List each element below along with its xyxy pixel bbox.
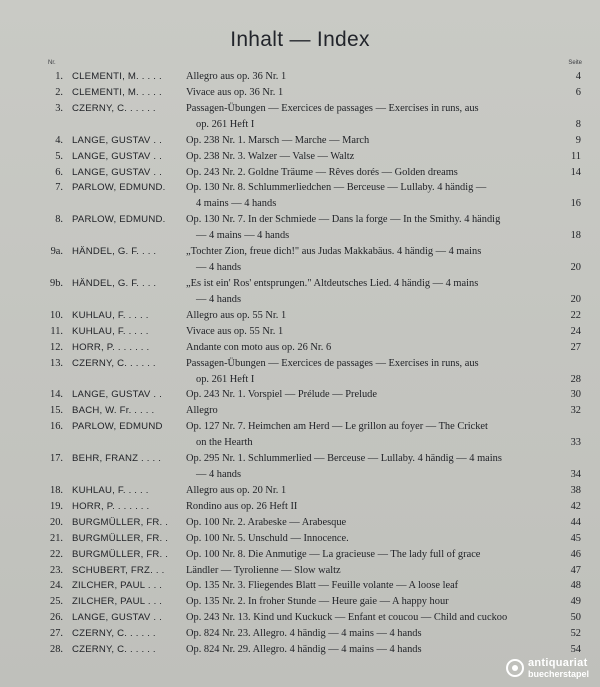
entry-composer: LANGE, GUSTAV . . [72, 389, 162, 401]
entry-composer: ZILCHER, PAUL . . . [72, 580, 163, 592]
entry-number: 16. [50, 421, 63, 433]
entry-description: „Es ist ein' Ros' entsprungen." Altdeutsches Lied. 4 händig — 4 mains [186, 278, 479, 289]
entry-composer: HORR, P. . . . . . . [72, 500, 150, 512]
entry-description: Op. 238 Nr. 1. Marsch — Marche — March [186, 134, 370, 146]
entry-composer: LANGE, GUSTAV . . [72, 134, 162, 146]
entry-number: 20. [50, 516, 63, 528]
entry-page: 18 [570, 230, 581, 242]
entry-number: 26. [50, 612, 63, 624]
entry-composer: HORR, P. . . . . . . [72, 341, 150, 353]
index-row [0, 372, 600, 387]
entry-page: 54 [570, 644, 581, 656]
index-row [0, 435, 600, 450]
index-row [0, 419, 600, 434]
entry-number: 1. [55, 71, 63, 82]
entry-number: 13. [50, 357, 63, 369]
entry-number: 21. [50, 532, 63, 544]
entry-number: 6. [55, 166, 63, 178]
index-row [0, 69, 600, 84]
entry-description: Allegro aus op. 20 Nr. 1 [186, 484, 287, 496]
entry-composer: LANGE, GUSTAV . . [72, 612, 162, 624]
index-row [0, 403, 600, 418]
entry-composer: SCHUBERT, FRZ. . . [72, 564, 165, 576]
entry-composer: KUHLAU, F. . . . . [72, 309, 149, 321]
entry-page: 33 [570, 437, 581, 449]
entry-page: 20 [570, 293, 581, 305]
entry-composer: LANGE, GUSTAV . . [72, 166, 162, 178]
index-row [0, 642, 600, 657]
entry-composer: CZERNY, C. . . . . . [72, 644, 156, 656]
entry-description: Op. 135 Nr. 3. Fliegendes Blatt — Feuille volante — A loose leaf [186, 580, 459, 592]
entry-number: 9a. [50, 246, 63, 258]
entry-page: 24 [570, 325, 581, 337]
entry-description: Passagen-Übungen — Exercices de passages — Exercises in runs, aus [186, 357, 479, 369]
entry-composer: KUHLAU, F. . . . . [72, 484, 149, 496]
entry-description: — 4 hands [196, 262, 242, 273]
entry-page: 50 [570, 612, 581, 624]
entry-description: Op. 824 Nr. 23. Allegro. 4 händig — 4 mains — 4 hands [186, 628, 422, 640]
entry-page: 52 [570, 628, 581, 640]
entry-number: 17. [50, 453, 63, 465]
entry-page: 42 [570, 500, 581, 512]
entry-page: 9 [575, 134, 581, 146]
index-row [0, 260, 600, 275]
index-row [0, 324, 600, 339]
entry-description: Op. 243 Nr. 1. Vorspiel — Prélude — Prelude [186, 389, 377, 401]
entry-page: 6 [575, 86, 581, 98]
entry-page: 30 [570, 389, 581, 401]
index-row [0, 340, 600, 355]
entry-composer: BURGMÜLLER, FR. . [72, 516, 169, 528]
entry-description: op. 261 Heft I [196, 373, 255, 385]
entry-page: 11 [570, 150, 581, 162]
entry-page: 46 [570, 548, 581, 560]
watermark-logo-icon [506, 659, 524, 677]
entry-description: „Tochter Zion, freue dich!" aus Judas Makkabäus. 4 händig — 4 mains [186, 246, 482, 258]
index-row [0, 212, 600, 227]
index-row [0, 180, 600, 195]
entry-number: 4. [55, 134, 63, 146]
entry-number: 5. [55, 150, 63, 162]
entry-number: 24. [50, 580, 63, 592]
entry-composer: CLEMENTI, M. . . . . [72, 86, 162, 98]
entry-number: 27. [50, 628, 63, 640]
entry-composer: HÄNDEL, G. F. . . . [72, 246, 157, 258]
index-row [0, 117, 600, 132]
entry-page: 44 [570, 516, 581, 528]
entry-description: Op. 238 Nr. 3. Walzer — Valse — Waltz [186, 150, 355, 162]
entry-composer: HÄNDEL, G. F. . . . [72, 278, 157, 289]
entry-number: 28. [50, 644, 63, 656]
entry-description: Op. 295 Nr. 1. Schlummerlied — Berceuse — Lullaby. 4 händig — 4 mains [186, 453, 502, 465]
entry-page: 14 [570, 166, 581, 178]
index-row [0, 610, 600, 625]
entry-composer: LANGE, GUSTAV . . [72, 150, 162, 162]
entry-page: 16 [570, 198, 581, 210]
index-row [0, 499, 600, 514]
entry-number: 22. [50, 548, 63, 560]
entry-description: — 4 hands [196, 469, 242, 480]
index-row [0, 165, 600, 180]
entry-composer: BURGMÜLLER, FR. . [72, 532, 169, 544]
entry-description: Op. 127 Nr. 7. Heimchen am Herd — Le grillon au foyer — The Cricket [186, 421, 488, 433]
index-row [0, 85, 600, 100]
entry-description: Andante con moto aus op. 26 Nr. 6 [186, 341, 332, 353]
entry-description: Op. 130 Nr. 7. In der Schmiede — Dans la forge — In the Smithy. 4 händig [186, 214, 501, 226]
index-row [0, 483, 600, 498]
watermark-line-1: antiquariat [528, 657, 588, 669]
entry-page: 27 [570, 341, 581, 353]
entry-composer: BURGMÜLLER, FR. . [72, 548, 169, 560]
entry-page: 45 [570, 532, 581, 544]
entry-page: 22 [570, 309, 581, 321]
entry-description: 4 mains — 4 hands [196, 198, 277, 210]
entry-number: 18. [50, 484, 63, 496]
entry-description: Op. 243 Nr. 2. Goldne Träume — Rêves dorés — Golden dreams [186, 166, 458, 178]
entry-composer: KUHLAU, F. . . . . [72, 325, 149, 337]
entry-number: 9b. [50, 278, 63, 289]
entry-composer: PARLOW, EDMUND [72, 421, 163, 433]
entry-number: 25. [50, 596, 63, 608]
entry-description: Allegro aus op. 36 Nr. 1 [186, 71, 287, 82]
entry-description: Op. 100 Nr. 2. Arabeske — Arabesque [186, 516, 347, 528]
entry-number: 10. [50, 309, 63, 321]
index-row [0, 149, 600, 164]
column-header-seite: Seite [568, 60, 582, 66]
entry-page: 4 [575, 71, 581, 82]
entry-composer: CZERNY, C. . . . . . [72, 628, 156, 640]
entry-description: — 4 mains — 4 hands [196, 230, 290, 242]
entry-description: Vivace aus op. 55 Nr. 1 [186, 325, 284, 337]
entry-composer: CZERNY, C. . . . . . [72, 357, 156, 369]
index-row [0, 356, 600, 371]
index-row [0, 101, 600, 116]
index-row [0, 531, 600, 546]
entry-composer: CZERNY, C. . . . . . [72, 102, 156, 114]
entry-description: Op. 824 Nr. 29. Allegro. 4 händig — 4 mains — 4 hands [186, 644, 422, 656]
entry-page: 48 [570, 580, 581, 592]
entry-number: 11. [50, 325, 63, 337]
entry-composer: CLEMENTI, M. . . . . [72, 71, 162, 82]
entry-description: op. 261 Heft I [196, 118, 255, 130]
entry-description: Op. 100 Nr. 5. Unschuld — Innocence. [186, 532, 349, 544]
entry-page: 34 [570, 469, 581, 480]
entry-description: Allegro aus op. 55 Nr. 1 [186, 309, 287, 321]
entry-composer: PARLOW, EDMUND. [72, 182, 166, 194]
index-row [0, 578, 600, 593]
entry-number: 2. [55, 86, 63, 98]
entry-description: Op. 135 Nr. 2. In froher Stunde — Heure gaie — A happy hour [186, 596, 449, 608]
index-row [0, 196, 600, 211]
entry-page: 20 [570, 262, 581, 273]
entry-page: 49 [570, 596, 581, 608]
entry-description: — 4 hands [196, 293, 242, 305]
index-row [0, 276, 600, 291]
entry-number: 3. [55, 102, 63, 114]
entry-description: Passagen-Übungen — Exercices de passages — Exercises in runs, aus [186, 102, 479, 114]
index-row [0, 244, 600, 259]
entry-number: 12. [50, 341, 63, 353]
index-row [0, 387, 600, 402]
entry-description: on the Hearth [196, 437, 253, 449]
entry-composer: BACH, W. Fr. . . . . [72, 405, 155, 417]
entry-description: Allegro [186, 405, 218, 417]
entry-number: 8. [55, 214, 63, 226]
entry-description: Op. 130 Nr. 8. Schlummerliedchen — Berceuse — Lullaby. 4 händig — [186, 182, 487, 194]
index-row [0, 563, 600, 578]
entry-description: Vivace aus op. 36 Nr. 1 [186, 86, 284, 98]
entry-page: 32 [570, 405, 581, 417]
entry-description: Op. 243 Nr. 13. Kind und Kuckuck — Enfant et coucou — Child and cuckoo [186, 612, 508, 624]
entry-page: 28 [570, 373, 581, 385]
index-row [0, 292, 600, 307]
entry-number: 23. [50, 564, 63, 576]
entry-composer: BEHR, FRANZ . . . . [72, 453, 162, 465]
entry-description: Ländler — Tyrolienne — Slow waltz [186, 564, 341, 576]
entry-page: 8 [575, 118, 581, 130]
entry-number: 14. [50, 389, 63, 401]
entry-composer: ZILCHER, PAUL . . . [72, 596, 163, 608]
antiquariat-watermark [506, 657, 594, 681]
entry-composer: PARLOW, EDMUND. [72, 214, 166, 226]
index-row [0, 467, 600, 482]
entry-number: 15. [50, 405, 63, 417]
index-row [0, 626, 600, 641]
index-row [0, 228, 600, 243]
watermark-line-2: buecherstapel [528, 669, 590, 679]
index-row [0, 547, 600, 562]
index-row [0, 515, 600, 530]
entry-description: Op. 100 Nr. 8. Die Anmutige — La gracieuse — The lady full of grace [186, 548, 481, 560]
index-row [0, 594, 600, 609]
entry-page: 38 [570, 484, 581, 496]
page-title: Inhalt — Index [230, 28, 370, 51]
entry-page: 47 [570, 564, 581, 576]
index-row [0, 308, 600, 323]
entry-number: 19. [50, 500, 63, 512]
entry-number: 7. [55, 182, 63, 194]
column-header-nr: Nr. [48, 60, 56, 66]
entry-description: Rondino aus op. 26 Heft II [186, 500, 298, 512]
index-row [0, 133, 600, 148]
index-row [0, 451, 600, 466]
